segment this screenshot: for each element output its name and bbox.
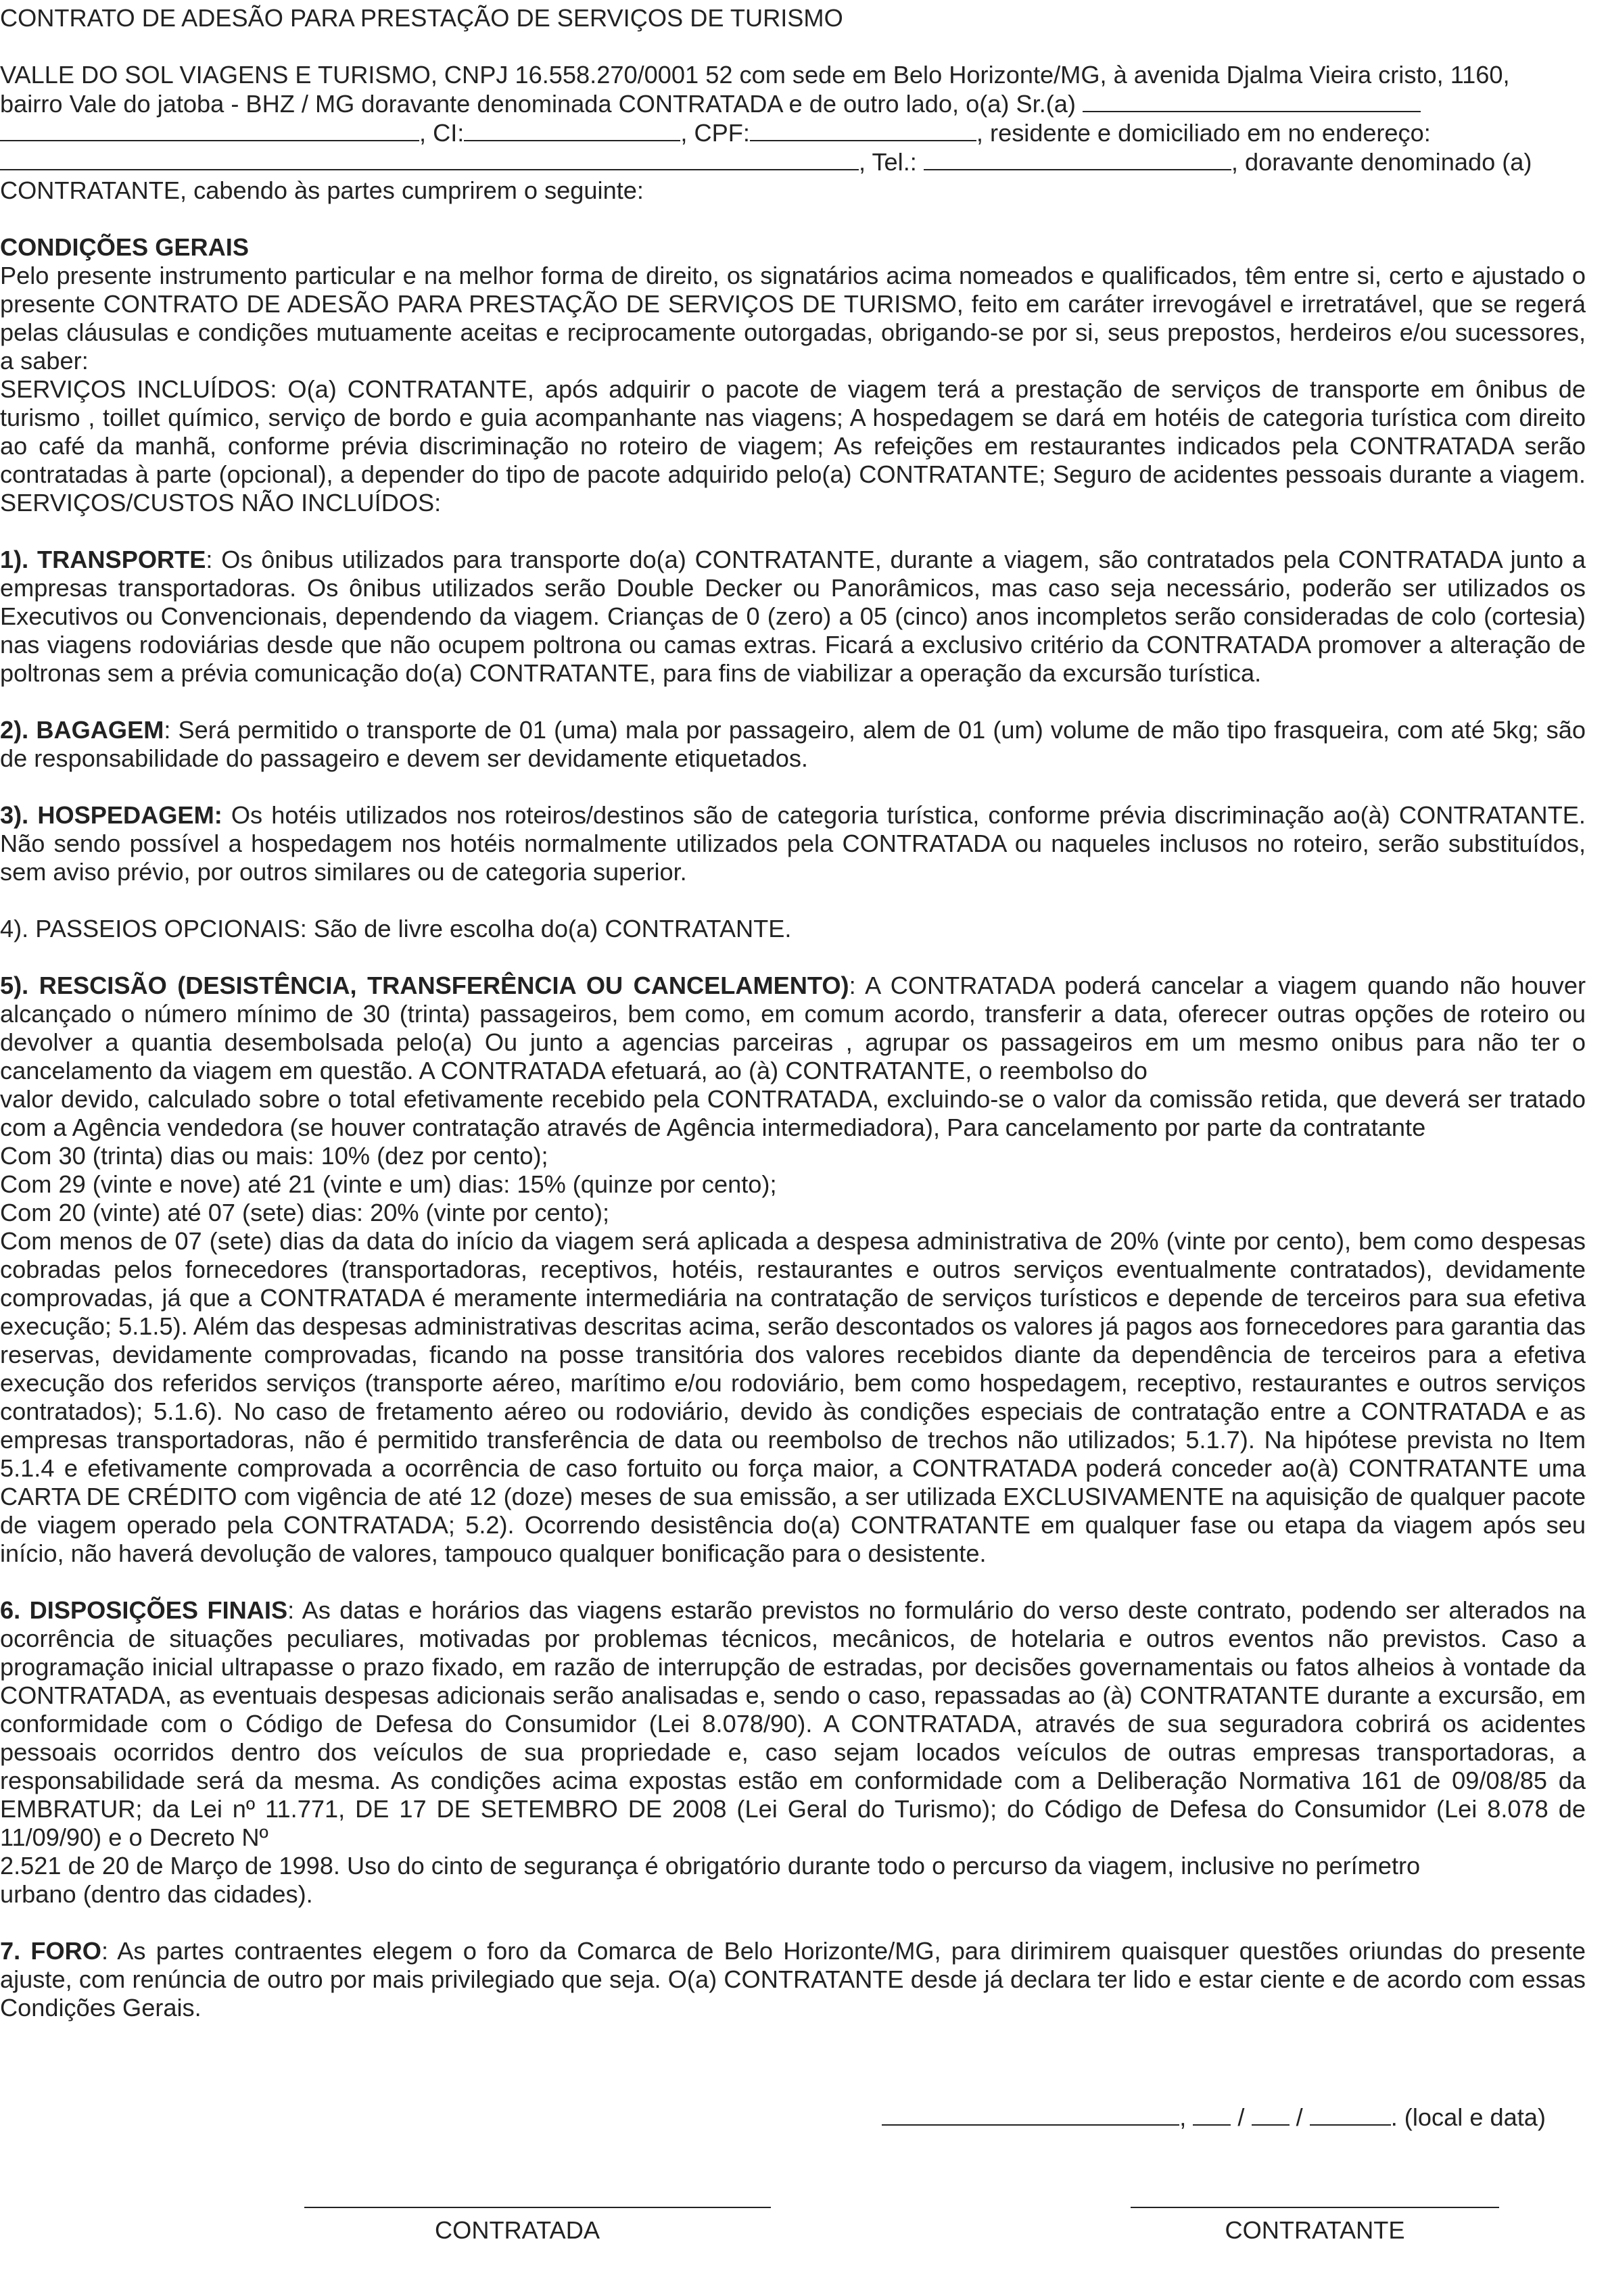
- tel-field[interactable]: [924, 147, 1231, 170]
- section-3-number: 3).: [0, 801, 29, 829]
- tel-suffix: , doravante denominado (a): [1231, 148, 1532, 176]
- refund-rule-3: Com 20 (vinte) até 07 (sete) dias: 20% (vinte por cento);: [0, 1199, 610, 1226]
- section-6-number: 6.: [0, 1596, 21, 1624]
- intro-line-2-text: bairro Vale do jatoba - BHZ / MG doravante denominada CONTRATADA e de outro lado, o(a) Sr.(a): [0, 90, 1076, 118]
- section-3-text: Os hotéis utilizados nos roteiros/destinos são de categoria turística, conforme prévia discriminação ao(à) CONTRATANTE. Não sendo possível a hospedagem nos hotéis normalmente utilizados pela CONTRATADA ou naqueles inclusos no roteiro, serão substituídos, sem aviso prévio, por outros similares ou de categoria superior.: [0, 801, 1586, 886]
- month-field[interactable]: [1252, 2103, 1290, 2126]
- section-7-heading: FORO: [30, 1937, 101, 1965]
- contratante-signature-line[interactable]: [1131, 2207, 1499, 2208]
- section-rescission: [0, 972, 1586, 1568]
- name-field[interactable]: [1083, 89, 1421, 112]
- section-7-number: 7.: [0, 1937, 21, 1965]
- services-included: SERVIÇOS INCLUÍDOS: O(a) CONTRATANTE, após adquirir o pacote de viagem terá a prestação de serviços de transporte em ônibus de turismo , toillet químico, serviço de bordo e guia acompanhante nas viagens; A hospedagem se dará em hotéis de categoria turística com direito ao café da manhã, conforme prévia discriminação no roteiro de viagem; As refeições em restaurantes indicados pela CONTRATADA serão contratadas à parte (opcional), a depender do tipo de pacote adquirido pelo(a) CONTRATANTE; Seguro de acidentes pessoais durante a viagem. SERVIÇOS/CUSTOS NÃO INCLUÍDOS:: [0, 375, 1586, 517]
- section-6-paragraph-2: 2.521 de 20 de Março de 1998. Uso do cinto de segurança é obrigatório durante todo o percurso da viagem, inclusive no perímetro: [0, 1852, 1421, 1880]
- section-2-text: : Será permitido o transporte de 01 (uma) mala por passageiro, alem de 01 (um) volume de mão tipo frasqueira, com até 5kg; são de responsabilidade do passageiro e devem ser devidamente etiquetados.: [0, 716, 1586, 772]
- intro-block: [0, 61, 1586, 205]
- section-final-provisions: [0, 1596, 1586, 1909]
- section-1-heading: TRANSPORTE: [37, 546, 206, 573]
- refund-rule-1: Com 30 (trinta) dias ou mais: 10% (dez por cento);: [0, 1142, 548, 1170]
- ci-label: , CI:: [419, 119, 465, 147]
- ci-field[interactable]: [464, 118, 680, 141]
- date-line: [882, 2103, 1546, 2132]
- day-field[interactable]: [1193, 2103, 1231, 2126]
- section-5-paragraph-2: valor devido, calculado sobre o total efetivamente recebido pela CONTRATADA, excluindo-se o valor da comissão retida, que deverá ser tratado com a Agência vendedora (se houver contratação através de Agência intermediadora), Para cancelamento por parte da contratante: [0, 1085, 1586, 1141]
- section-5-text: : A CONTRATADA poderá cancelar a viagem quando não houver alcançado o número mínimo de 30 (trinta) passageiros, bem como, em comum acordo, transferir a data, oferecer outras opções de roteiro ou devolver a quantia desembolsada pelo(a) Ou junto a agencias parceiras , agrupar os passageiros em um mesmo onibus para não ter o cancelamento da viagem em questão. A CONTRATADA efetuará, ao (à) CONTRATANTE, o reembolso do: [0, 972, 1586, 1084]
- general-text: Pelo presente instrumento particular e na melhor forma de direito, os signatários acima nomeados e qualificados, têm entre si, certo e ajustado o presente CONTRATO DE ADESÃO PARA PRESTAÇÃO DE SERVIÇOS DE TURISMO, feito em caráter irrevogável e irretratável, que se regerá pelas cláusulas e condições mutuamente aceitas e reciprocamente outorgadas, obrigando-se por si, seus prepostos, herdeiros e/ou sucessores, a saber:: [0, 262, 1586, 375]
- section-baggage: [0, 716, 1586, 773]
- address-field[interactable]: [0, 147, 859, 170]
- intro-line-4: [0, 147, 1586, 176]
- date-slash-2: /: [1296, 2103, 1303, 2131]
- section-transport: [0, 546, 1586, 688]
- contratante-label: CONTRATANTE: [1225, 2216, 1405, 2244]
- section-1-text: : Os ônibus utilizados para transporte do(a) CONTRATANTE, durante a viagem, são contratados pela CONTRATADA junto a empresas transportadoras. Os ônibus utilizados serão Double Decker ou Panorâmicos, mas caso seja necessário, poderão ser utilizados os Executivos ou Convencionais, dependendo da viagem. Crianças de 0 (zero) a 05 (cinco) anos incompletos serão consideradas de colo (cortesia) nas viagens rodoviárias desde que não ocupem poltrona ou camas extras. Ficará a exclusivo critério da CONTRATADA promover a alteração de poltronas sem a prévia comunicação do(a) CONTRATANTE, para fins de viabilizar a operação da excursão turística.: [0, 546, 1586, 687]
- contratada-label: CONTRATADA: [435, 2216, 600, 2244]
- contratada-signature-line[interactable]: [304, 2207, 771, 2208]
- place-field[interactable]: [882, 2103, 1179, 2126]
- section-2-number: 2).: [0, 716, 29, 744]
- contract-document: [0, 4, 1586, 2051]
- intro-line-2: [0, 89, 1586, 118]
- date-slash-1: /: [1237, 2103, 1245, 2131]
- intro-line-5: CONTRATANTE, cabendo às partes cumprirem o seguinte:: [0, 176, 644, 204]
- section-3-heading: HOSPEDAGEM:: [37, 801, 222, 829]
- section-5-paragraph-1: [0, 972, 1586, 1085]
- section-6-paragraph-1: [0, 1596, 1586, 1852]
- address-label: , residente e domiciliado em no endereço:: [976, 119, 1431, 147]
- section-5-heading: RESCISÃO (DESISTÊNCIA, TRANSFERÊNCIA OU CANCELAMENTO): [39, 972, 849, 999]
- refund-rule-2: Com 29 (vinte e nove) até 21 (vinte e um) dias: 15% (quinze por cento);: [0, 1170, 777, 1198]
- general-heading: CONDIÇÕES GERAIS: [0, 233, 249, 261]
- local-date-label: . (local e data): [1390, 2103, 1546, 2131]
- year-field[interactable]: [1310, 2103, 1391, 2126]
- intro-line-1: VALLE DO SOL VIAGENS E TURISMO, CNPJ 16.558.270/0001 52 com sede em Belo Horizonte/MG, à avenida Djalma Vieira cristo, 1160,: [0, 61, 1510, 89]
- section-1-number: 1).: [0, 546, 29, 573]
- cpf-label: , CPF:: [680, 119, 750, 147]
- section-jurisdiction: [0, 1937, 1586, 2022]
- section-5-number: 5).: [0, 972, 29, 999]
- cpf-field[interactable]: [750, 118, 976, 141]
- section-6-heading: DISPOSIÇÕES FINAIS: [29, 1596, 288, 1624]
- tel-label: , Tel.:: [859, 148, 917, 176]
- section-2-heading: BAGAGEM: [36, 716, 164, 744]
- name-continuation-field[interactable]: [0, 118, 419, 141]
- section-7-text: : As partes contraentes elegem o foro da Comarca de Belo Horizonte/MG, para dirimirem quaisquer questões oriundas do presente ajuste, com renúncia de outro por mais privilegiado que seja. O(a) CONTRATANTE desde já declara ter lido e estar ciente e de acordo com essas Condições Gerais.: [0, 1937, 1586, 2022]
- section-6-text: : As datas e horários das viagens estarão previstos no formulário do verso deste contrato, podendo ser alterados na ocorrência de situações peculiares, motivadas por problemas técnicos, mecânicos, de hotelaria e outros eventos não previstos. Caso a programação inicial ultrapasse o prazo fixado, em razão de interrupção de estradas, por decisões governamentais ou fatos alheios à vontade da CONTRATADA, as eventuais despesas adicionais serão analisadas e, sendo o caso, repassadas ao (à) CONTRATANTE durante a excursão, em conformidade com o Código de Defesa do Consumidor (Lei 8.078/90). A CONTRATADA, através de sua seguradora cobrirá os acidentes pessoais ocorridos dentro dos veículos de sua propriedade e, caso sejam locados veículos de outras empresas transportadoras, a responsabilidade será da mesma. As condições acima expostas estão em conformidade com a Deliberação Normativa 161 de 09/08/85 da EMBRATUR; da Lei nº 11.771, DE 17 DE SETEMBRO DE 2008 (Lei Geral do Turismo); do Código de Defesa do Consumidor (Lei 8.078 de 11/09/90) e o Decreto Nº: [0, 1596, 1586, 1851]
- section-lodging: [0, 801, 1586, 886]
- section-6-paragraph-3: urbano (dentro das cidades).: [0, 1880, 313, 1908]
- document-title: CONTRATO DE ADESÃO PARA PRESTAÇÃO DE SERVIÇOS DE TURISMO: [0, 4, 843, 32]
- date-comma: ,: [1179, 2103, 1187, 2131]
- section-5-paragraph-3: Com menos de 07 (sete) dias da data do início da viagem será aplicada a despesa administrativa de 20% (vinte por cento), bem como despesas cobradas pelos fornecedores (transportadoras, receptivos, hotéis, restaurantes e outros serviços eventualmente contratados), devidamente comprovadas, já que a CONTRATADA é meramente intermediária na contratação de serviços turísticos e depende de terceiros para sua efetiva execução; 5.1.5). Além das despesas administrativas descritas acima, serão descontados os valores já pagos aos fornecedores para garantia das reservas, devidamente comprovadas, ficando na posse transitória dos valores recebidos diante da dependência de terceiros para a efetiva execução dos referidos serviços (transporte aéreo, marítimo e/ou rodoviário, bem como hospedagem, receptivo, restaurantes e outros serviços contratados); 5.1.6). No caso de fretamento aéreo ou rodoviário, devido às condições especiais de contratação entre a CONTRATADA e as empresas transportadoras, não é permitido transferência de data ou reembolso de trechos não utilizados; 5.1.7). Na hipótese prevista no Item 5.1.4 e efetivamente comprovada a ocorrência de caso fortuito ou força maior, a CONTRATADA poderá conceder ao(à) CONTRATANTE uma CARTA DE CRÉDITO com vigência de até 12 (doze) meses de sua emissão, a ser utilizada EXCLUSIVAMENTE na aquisição de qualquer pacote de viagem operado pela CONTRATADA; 5.2). Ocorrendo desistência do(a) CONTRATANTE em qualquer fase ou etapa da viagem após seu início, não haverá devolução de valores, tampouco qualquer bonificação para o desistente.: [0, 1227, 1586, 1567]
- general-conditions: [0, 233, 1586, 517]
- section-optional-tours: 4). PASSEIOS OPCIONAIS: São de livre escolha do(a) CONTRATANTE.: [0, 915, 792, 942]
- intro-line-3: [0, 118, 1586, 147]
